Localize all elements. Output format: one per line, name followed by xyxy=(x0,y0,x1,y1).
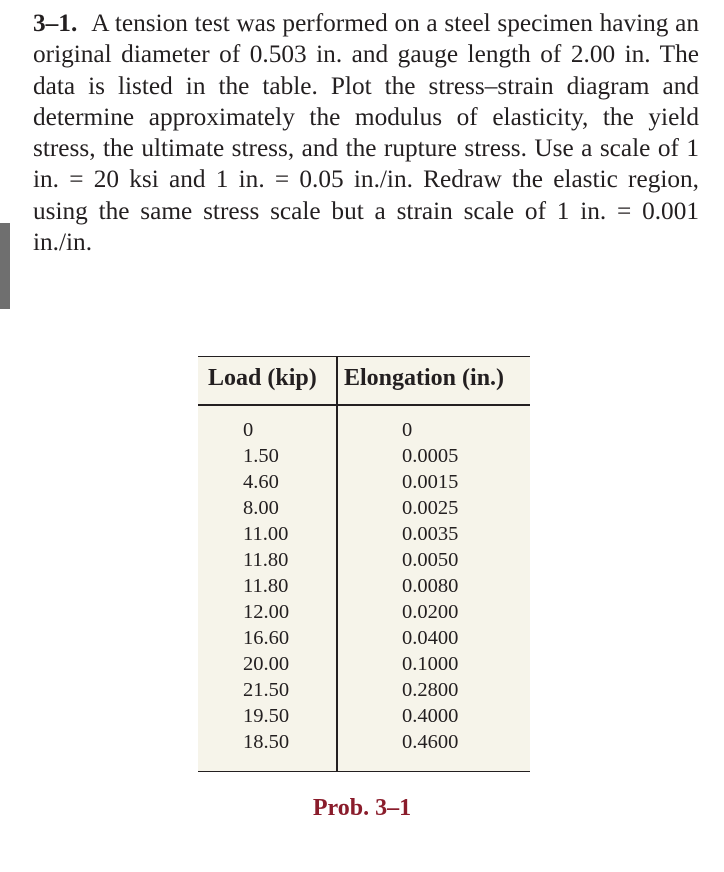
elongation-cell: 0 xyxy=(402,419,413,441)
elongation-cell: 0.1000 xyxy=(402,653,459,675)
column-divider xyxy=(336,357,338,771)
load-cell: 4.60 xyxy=(243,471,279,493)
problem-statement xyxy=(33,8,699,258)
elongation-cell: 0.0200 xyxy=(402,601,459,623)
data-table xyxy=(198,356,530,772)
load-cell: 8.00 xyxy=(243,497,279,519)
load-cell: 11.80 xyxy=(243,549,289,571)
elongation-cell: 0.0080 xyxy=(402,575,459,597)
load-column xyxy=(243,417,289,755)
load-cell: 16.60 xyxy=(243,627,290,649)
elongation-cell: 0.0025 xyxy=(402,497,459,519)
elongation-cell: 0.0400 xyxy=(402,627,459,649)
elongation-cell: 0.0035 xyxy=(402,523,459,545)
problem-number: 3–1. xyxy=(33,9,78,37)
load-cell: 20.00 xyxy=(243,653,290,675)
problem-text: A tension test was performed on a steel specimen having an original diameter of 0.503 in. and gauge length of 2.00 in. The data is listed in the table. Plot the stress–strain diagram and determine approximately the modulus of elasticity, the yield stress, the ultimate stress, and the rupture stress. Use a scale of 1 in. = 20 ksi and 1 in. = 0.05 in./in. Redraw the elastic region, using the same stress scale but a strain scale of 1 in. = 0.001 in./in. xyxy=(33,9,699,257)
elongation-cell: 0.2800 xyxy=(402,679,459,701)
header-elongation: Elongation (in.) xyxy=(344,365,505,391)
load-cell: 19.50 xyxy=(243,705,290,727)
page-edge-tab xyxy=(0,223,10,309)
load-cell: 0 xyxy=(243,419,254,441)
elongation-cell: 0.4600 xyxy=(402,731,459,753)
elongation-cell: 0.0050 xyxy=(402,549,459,571)
load-cell: 11.80 xyxy=(243,575,289,597)
load-cell: 11.00 xyxy=(243,523,289,545)
figure-caption: Prob. 3–1 xyxy=(312,795,412,821)
elongation-cell: 0.4000 xyxy=(402,705,459,727)
load-cell: 21.50 xyxy=(243,679,290,701)
header-rule xyxy=(198,404,530,406)
load-cell: 18.50 xyxy=(243,731,290,753)
elongation-cell: 0.0015 xyxy=(402,471,459,493)
elongation-column xyxy=(402,417,458,755)
header-load: Load (kip) xyxy=(208,365,317,391)
elongation-cell: 0.0005 xyxy=(402,445,459,467)
load-cell: 12.00 xyxy=(243,601,290,623)
load-cell: 1.50 xyxy=(243,445,279,467)
